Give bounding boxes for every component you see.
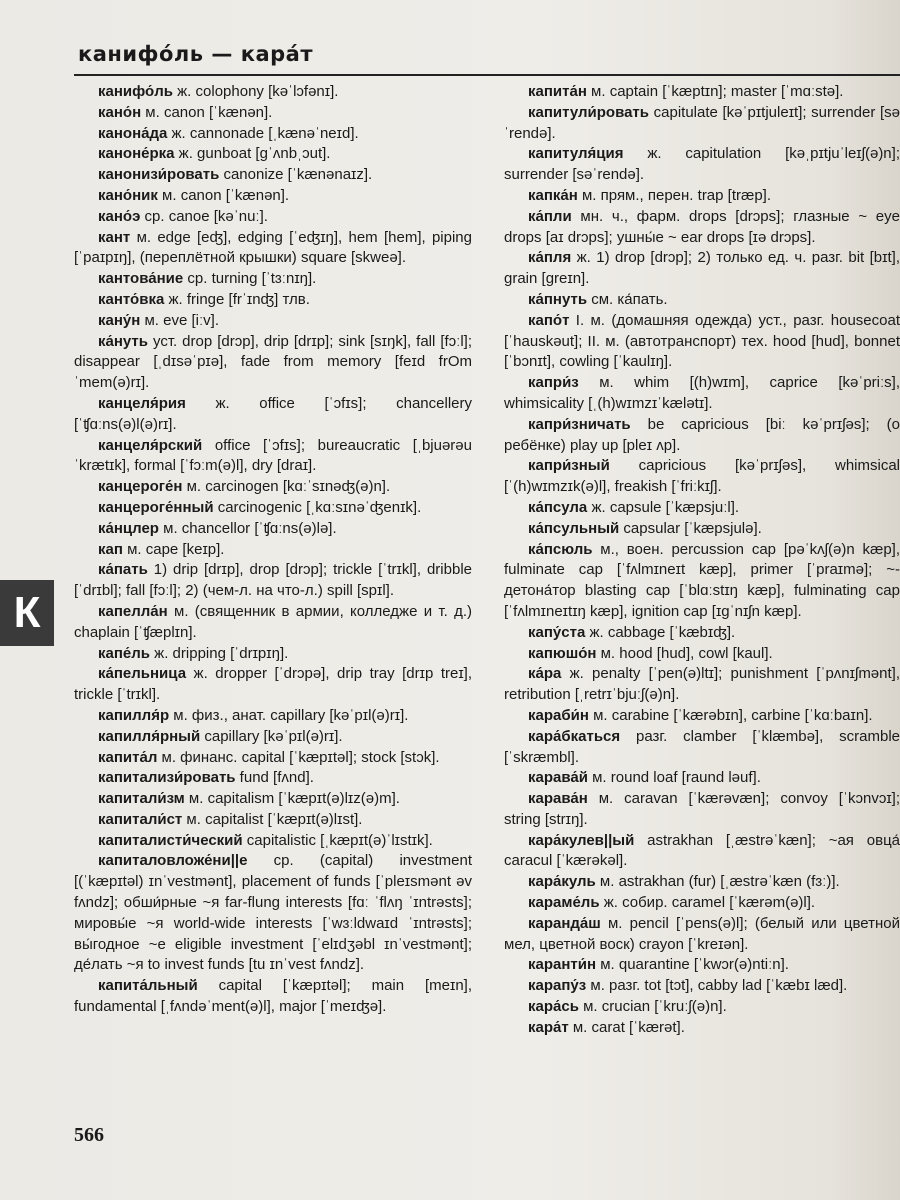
entry-definition: м. физ., анат. capillary [kəˈpɪl(ə)rɪ].: [169, 706, 409, 724]
entry-definition: м. capitalism [ˈkæpɪt(ə)lɪz(ə)m].: [184, 790, 400, 808]
entry-headword: каноне́рка: [98, 145, 175, 163]
dictionary-entry: [504, 456, 900, 498]
entry-headword: ка́ра: [528, 665, 562, 683]
entry-definition: capricious [kəˈprɪʃəs], whimsical [ˈ(h)wɪmzɪk(ə)l], freakish [ˈfriːkɪʃ].: [504, 457, 900, 496]
dictionary-entry: [74, 976, 472, 1018]
entry-headword: карава́й: [528, 769, 588, 787]
entry-definition: мн. ч., фарм. drops [drɔps]; глазные ~ eye drops [aɪ drɔps]; ушны́е ~ ear drops [ɪə drɔps].: [504, 207, 900, 246]
dictionary-entry: [504, 103, 900, 145]
dictionary-entry: [504, 914, 900, 956]
entry-definition: office [ˈɔfɪs]; bureaucratic [ˌbjuərəuˈkrætɪk], formal [ˈfɔːm(ə)l], dry [draɪ].: [74, 436, 472, 475]
entry-headword: ка́пля: [528, 249, 572, 267]
entry-definition: м. captain [ˈkæptɪn]; master [ˈmɑːstə].: [586, 83, 844, 100]
entry-headword: кану́н: [98, 311, 141, 329]
entry-headword: ка́пать: [98, 561, 148, 579]
dictionary-entry: [504, 997, 900, 1018]
entry-headword: кара́куль: [528, 873, 596, 891]
entry-definition: canonize [ˈkænənaɪz].: [219, 166, 373, 184]
entry-definition: ж. cabbage [ˈkæbɪʤ].: [585, 623, 736, 641]
dictionary-entry: [74, 768, 472, 789]
entry-definition: м. eve [iːv].: [140, 311, 219, 329]
dictionary-entry: [504, 831, 900, 873]
entry-headword: капитали́зм: [98, 790, 185, 808]
entry-headword: ка́пнуть: [528, 290, 588, 308]
thumb-index-tab: К: [0, 580, 54, 646]
entry-definition: ж. capitulation [kəˌpɪtjuˈleɪʃ(ə)n]; surrender [səˈrendə].: [504, 145, 900, 184]
entry-headword: караме́ль: [528, 894, 600, 912]
entry-definition: 1) drip [drɪp], drop [drɔp]; trickle [ˈtrɪkl], dribble [ˈdrɪbl]; fall [fɔːl]; 2) (чем-л. на что-л.) spill [spɪl].: [74, 561, 472, 600]
dictionary-entry: [74, 727, 472, 748]
entry-headword: капо́т: [528, 311, 570, 329]
entry-definition: м. round loaf [raund ləuf].: [587, 769, 761, 787]
entry-definition: ж. dropper [ˈdrɔpə], drip tray [drɪp treɪ], trickle [ˈtrɪkl].: [74, 665, 472, 704]
dictionary-entry: [504, 144, 900, 186]
dictionary-entry: [504, 415, 900, 457]
entry-headword: капри́зный: [528, 457, 610, 475]
dictionary-entry: [74, 436, 472, 478]
running-head: канифо́ль — кара́т: [78, 42, 313, 66]
entry-headword: капиталовложе́ни||е: [98, 852, 248, 870]
entry-headword: кара́кулев||ый: [528, 831, 635, 849]
entry-headword: капитализи́ровать: [98, 769, 236, 787]
entry-definition: м. финанс. capital [ˈkæpɪtəl]; stock [stɔk].: [157, 748, 440, 766]
entry-headword: ка́пельница: [98, 665, 187, 683]
dictionary-entry: [504, 727, 900, 769]
dictionary-entry: [504, 290, 900, 311]
entry-headword: кара́т: [528, 1018, 569, 1036]
dictionary-entry: [504, 498, 900, 519]
entry-definition: ж. dripping [ˈdrɪpɪŋ].: [150, 644, 289, 662]
entry-definition: ж. capsule [ˈkæpsjuːl].: [587, 498, 740, 516]
entry-definition: м. carat [ˈkærət].: [568, 1018, 685, 1036]
dictionary-entry: [74, 851, 472, 976]
entry-definition: м. quarantine [ˈkwɔr(ə)ntiːn].: [596, 956, 789, 974]
entry-definition: м. прям., перен. trap [træp].: [577, 186, 772, 204]
dictionary-entry: [74, 311, 472, 332]
entry-definition: разг. clamber [ˈklæmbə], scramble [ˈskræmbl].: [504, 727, 900, 766]
entry-headword: ка́псюль: [528, 540, 593, 558]
dictionary-entry: [74, 124, 472, 145]
dictionary-entry: [504, 872, 900, 893]
entry-definition: ж. cannonade [ˌkænəˈneɪd].: [167, 124, 359, 142]
dictionary-entry: [74, 103, 472, 124]
entry-headword: капита́льный: [98, 977, 198, 995]
entry-definition: м. разг. tot [tɔt], cabby lad [ˈkæbɪ læd].: [586, 977, 848, 995]
entry-headword: капитуля́ция: [528, 145, 624, 163]
entry-definition: capillary [kəˈpɪl(ə)rɪ].: [200, 727, 343, 745]
entry-definition: ж. собир. caramel [ˈkærəm(ə)l].: [599, 894, 816, 912]
entry-definition: м. edge [eʤ], edging [ˈeʤɪŋ], hem [hem], piping [ˈpaɪpɪŋ], (переплётной крышки) square [skweə].: [74, 228, 472, 267]
dictionary-entry: [504, 186, 900, 207]
entry-headword: канифо́ль: [98, 83, 173, 100]
entry-headword: канцеля́рский: [98, 436, 203, 454]
entry-headword: кантова́ние: [98, 270, 184, 288]
dictionary-entry: [74, 560, 472, 602]
entry-definition: см. ка́пать.: [587, 290, 668, 308]
dictionary-entry: [504, 706, 900, 727]
entry-definition: м. crucian [ˈkruːʃ(ə)n].: [578, 998, 727, 1016]
dictionary-entry: [74, 332, 472, 394]
dictionary-entry: [504, 893, 900, 914]
entry-definition: ср. canoe [kəˈnuː].: [140, 207, 268, 225]
entry-headword: капри́зничать: [528, 415, 631, 433]
header-rule: [74, 74, 900, 76]
dictionary-entry: [504, 311, 900, 373]
dictionary-entry: [74, 165, 472, 186]
entry-headword: капитали́ст: [98, 810, 183, 828]
dictionary-entry: [74, 789, 472, 810]
entry-definition: capitulate [kəˈpɪtjuleɪt]; surrender [səˈrendə].: [504, 103, 900, 142]
entry-definition: м. canon [ˈkænən].: [141, 103, 273, 121]
entry-definition: astrakhan [ˌæstrəˈkæn]; ~ая овца́ caracul [ˈkærəkəl].: [504, 831, 900, 870]
dictionary-entry: [74, 394, 472, 436]
entry-definition: I. м. (домашняя одежда) уст., разг. housecoat [ˈhauskəut]; II. м. (автотранспорт) тех. hood [hud], bonnet [ˈbɔnɪt], cowling [ˈkaulɪŋ].: [504, 311, 900, 371]
entry-headword: капюшо́н: [528, 644, 597, 662]
entry-definition: м. caravan [ˈkærəvæn]; convoy [ˈkɔnvɔɪ]; string [strɪŋ].: [504, 790, 900, 828]
entry-headword: ка́нуть: [98, 332, 149, 350]
dictionary-entry: [504, 768, 900, 789]
dictionary-entry: [504, 82, 900, 103]
entry-headword: кара́сь: [528, 998, 579, 1016]
entry-definition: ж. penalty [ˈpen(ə)ltɪ]; punishment [ˈpʌnɪʃmənt], retribution [ˌretrɪˈbjuːʃ(ə)n].: [504, 665, 900, 704]
entry-definition: ж. colophony [kəˈlɔfənɪ].: [172, 83, 339, 100]
entry-definition: м. (священник в армии, колледже и т. д.) chaplain [ˈʧæplɪn].: [74, 602, 472, 641]
dictionary-entry: [74, 144, 472, 165]
dictionary-entry: [504, 373, 900, 415]
entry-definition: ср. turning [ˈtɜːnɪŋ].: [183, 270, 317, 288]
page-number: 566: [74, 1124, 104, 1146]
dictionary-entry: [504, 540, 900, 623]
entry-definition: capsular [ˈkæpsjulə].: [619, 519, 762, 537]
dictionary-entry: [74, 269, 472, 290]
entry-definition: ж. fringe [frˈɪnʤ] тлв.: [164, 290, 310, 308]
entry-headword: ка́псула: [528, 498, 588, 516]
right-column: [504, 82, 900, 1132]
dictionary-entry: [74, 498, 472, 519]
dictionary-entry: [504, 789, 900, 831]
entry-headword: капиталисти́ческий: [98, 831, 243, 849]
dictionary-entry: [74, 748, 472, 769]
dictionary-entry: [74, 602, 472, 644]
dictionary-entry: [504, 519, 900, 540]
entry-definition: carcinogenic [ˌkɑːsɪnəˈʤenɪk].: [213, 498, 422, 516]
entry-headword: кано́н: [98, 103, 142, 121]
entry-headword: ка́пли: [528, 207, 572, 225]
entry-definition: м. carabine [ˈkærəbɪn], carbine [ˈkɑːbaɪn].: [588, 706, 873, 724]
entry-definition: м. chancellor [ˈʧɑːns(ə)lə].: [158, 519, 337, 537]
dictionary-entry: [74, 664, 472, 706]
entry-definition: ср. (capital) investment [(ˈkæpɪtəl) ɪnˈvestmənt], placement of funds [ˈpleɪsmənt əv fʌndz]; обши́рные ~я far-flung interests [fɑː ˈflʌŋ ˈɪntrəsts]; мировы́е ~я world-wide interests [ˈwɜːldwaɪd ˈɪntrəsts]; вы́годное ~е eligible investment [ˈelɪdʒəbl ɪnˈvestmənt]; де́лать ~я to invest funds [tu ɪnˈvest fʌndz].: [74, 852, 472, 974]
entry-headword: карапу́з: [528, 977, 587, 995]
entry-headword: каранти́н: [528, 956, 597, 974]
entry-headword: ка́нцлер: [98, 519, 159, 537]
dictionary-entry: [504, 1018, 900, 1039]
entry-definition: м. canon [ˈkænən].: [157, 186, 290, 204]
entry-definition: уст. drop [drɔp], drip [drɪp]; sink [sɪŋk], fall [fɔːl]; disappear [ˌdɪsəˈpɪə], fade from memory [feɪd frOm ˈmem(ə)rɪ].: [74, 332, 472, 392]
entry-headword: канцероге́нный: [98, 498, 214, 516]
dictionary-entry: [74, 477, 472, 498]
dictionary-entry: [74, 228, 472, 270]
dictionary-entry: [504, 623, 900, 644]
entry-headword: кара́бкаться: [528, 727, 621, 745]
dictionary-entry: [74, 810, 472, 831]
entry-definition: ж. office [ˈɔfɪs]; chancellery [ˈʧɑːns(ə)l(ə)rɪ].: [74, 394, 472, 433]
entry-definition: м., воен. percussion cap [pəˈkʌʃ(ə)n kæp], fulminate cap [ˈfʌlmɪneɪt kæp], primer [ˈpraɪmə]; ~-детона́тор blasting cap [ˈblɑːstɪŋ kæp], fulminating cap [ˈfʌlmɪneɪtɪŋ kæp], ignition cap [ɪgˈnɪʃn kæp].: [504, 540, 900, 620]
entry-definition: ж. 1) drop [drɔp]; 2) только ед. ч. разг. bit [bɪt], grain [greɪn].: [504, 249, 900, 288]
dictionary-entry: [504, 664, 900, 706]
dictionary-entry: [74, 831, 472, 852]
entry-headword: караби́н: [528, 706, 589, 724]
entry-definition: м. pencil [ˈpens(ə)l]; (белый или цветной мел, цветной воск) crayon [ˈkreɪən].: [504, 914, 900, 953]
dictionary-entry: [504, 955, 900, 976]
entry-definition: м. carcinogen [kɑːˈsɪnəʤ(ə)n].: [182, 478, 391, 496]
dictionary-entry: [504, 248, 900, 290]
dictionary-entry: [74, 519, 472, 540]
entry-definition: be capricious [biː kəˈprɪʃəs]; (о ребёнке) play up [pleɪ ʌp].: [504, 415, 900, 454]
dictionary-entry: [74, 644, 472, 665]
entry-headword: капилля́р: [98, 706, 170, 724]
dictionary-entry: [504, 976, 900, 997]
entry-headword: капри́з: [528, 374, 579, 392]
entry-headword: канто́вка: [98, 290, 165, 308]
entry-headword: капилля́рный: [98, 727, 201, 745]
entry-definition: м. cape [keɪp].: [122, 540, 225, 558]
entry-definition: м. hood [hud], cowl [kaul].: [596, 644, 773, 662]
entry-headword: канцероге́н: [98, 478, 183, 496]
entry-headword: каранда́ш: [528, 914, 601, 932]
entry-headword: капита́л: [98, 748, 158, 766]
entry-headword: капита́н: [528, 83, 587, 100]
entry-headword: капелла́н: [98, 602, 168, 620]
entry-definition: fund [fʌnd].: [235, 769, 314, 787]
entry-headword: канцеля́рия: [98, 394, 186, 412]
entry-headword: карава́н: [528, 790, 588, 808]
entry-headword: ка́псульный: [528, 519, 620, 537]
entry-headword: канонизи́ровать: [98, 166, 220, 184]
entry-headword: капитули́ровать: [528, 103, 650, 121]
left-column: [74, 82, 472, 1018]
entry-headword: кант: [98, 228, 131, 246]
dictionary-entry: [74, 540, 472, 561]
dictionary-entry: [504, 207, 900, 249]
entry-definition: м. astrakhan (fur) [ˌæstrəˈkæn (fɜː)].: [595, 873, 840, 891]
dictionary-entry: [74, 186, 472, 207]
entry-headword: капу́ста: [528, 623, 586, 641]
entry-definition: ж. gunboat [gˈʌnbˌɔut].: [174, 145, 331, 163]
entry-headword: канона́да: [98, 124, 168, 142]
entry-headword: кап: [98, 540, 123, 558]
entry-headword: капе́ль: [98, 644, 151, 662]
entry-definition: capitalistic [ˌkæpɪt(ə)ˈlɪstɪk].: [242, 831, 433, 849]
dictionary-entry: [74, 706, 472, 727]
entry-definition: м. whim [(h)wɪm], caprice [kəˈpriːs], whimsicality [ˌ(h)wɪmzɪˈkælətɪ].: [504, 374, 900, 412]
entry-headword: кано́э: [98, 207, 141, 225]
dictionary-entry: [74, 207, 472, 228]
entry-headword: кано́ник: [98, 186, 158, 204]
entry-definition: м. capitalist [ˈkæpɪt(ə)lɪst].: [182, 810, 363, 828]
entry-headword: капка́н: [528, 186, 578, 204]
dictionary-entry: [504, 644, 900, 665]
dictionary-entry: [74, 82, 472, 103]
dictionary-entry: [74, 290, 472, 311]
entry-definition: capital [ˈkæpɪtəl]; main [meɪn], fundamental [ˌfʌndəˈment(ə)l], major [ˈmeɪʤə].: [74, 977, 472, 1016]
